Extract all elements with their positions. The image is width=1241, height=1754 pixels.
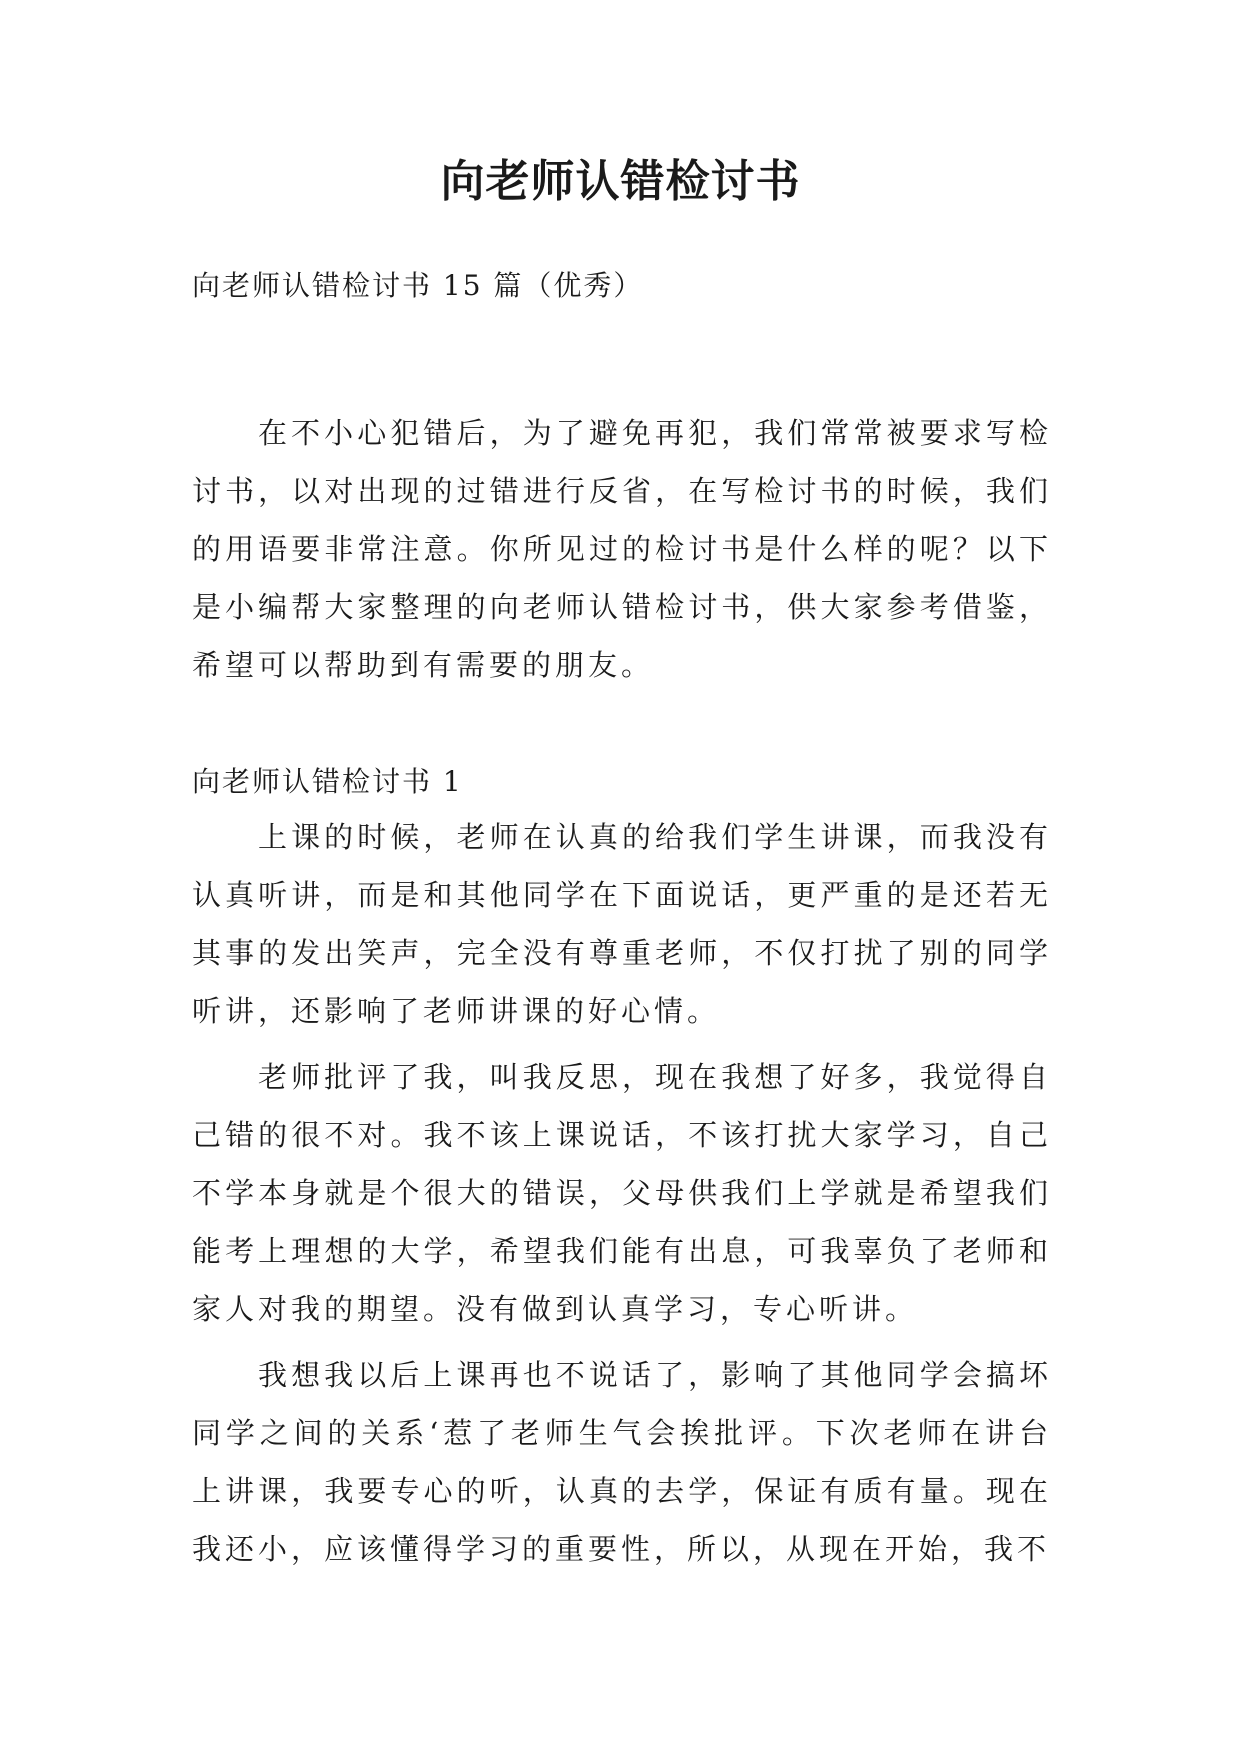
section1-paragraph-3: 我想我以后上课再也不说话了，影响了其他同学会搞坏同学之间的关系‘惹了老师生气会挨批评。下次老师在讲台上讲课，我要专心的听，认真的去学，保证有质有量。现在我还小，应该懂得学习的重要性，所以，从现在开始，我不 xyxy=(192,1358,1052,1566)
section1-paragraph-1: 上课的时候，老师在认真的给我们学生讲课，而我没有认真听讲，而是和其他同学在下面说话，更严重的是还若无其事的发出笑声，完全没有尊重老师，不仅打扰了别的同学听讲，还影响了老师讲课的好心情。 xyxy=(192,820,1052,1028)
intro-paragraph: 在不小心犯错后，为了避免再犯，我们常常被要求写检讨书，以对出现的过错进行反省，在写检讨书的时候，我们的用语要非常注意。你所见过的检讨书是什么样的呢？以下是小编帮大家整理的向老师认错检讨书，供大家参考借鉴，希望可以帮助到有需要的朋友。 xyxy=(192,416,1052,682)
section-heading-1: 向老师认错检讨书 1 xyxy=(192,765,463,798)
section1-paragraph-2: 老师批评了我，叫我反思，现在我想了好多，我觉得自己错的很不对。我不该上课说话，不该打扰大家学习，自己不学本身就是个很大的错误，父母供我们上学就是希望我们能考上理想的大学，希望我们能有出息，可我辜负了老师和家人对我的期望。没有做到认真学习，专心听讲。 xyxy=(192,1060,1052,1326)
document-subtitle: 向老师认错检讨书 15 篇（优秀） xyxy=(192,269,644,302)
document-title: 向老师认错检讨书 xyxy=(440,156,801,207)
